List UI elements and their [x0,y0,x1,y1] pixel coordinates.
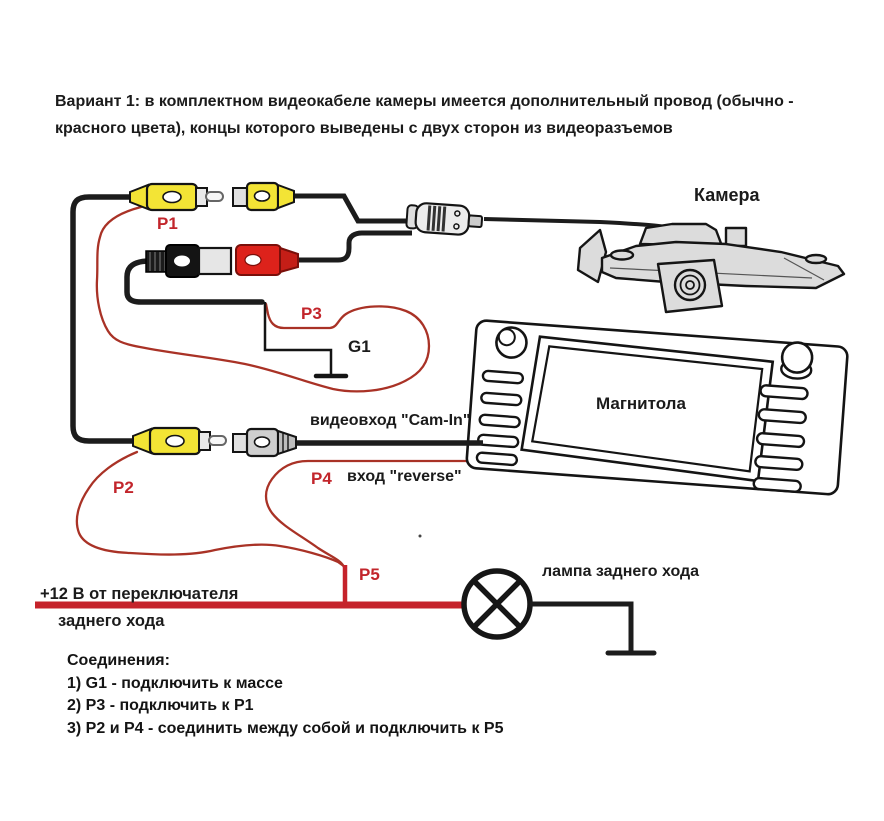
camera-illustration [578,224,844,312]
connection-item-2: 2) P3 - подключить к P1 [67,697,254,714]
label-p5: P5 [359,565,380,584]
connections-title: Соединения: [67,652,170,669]
lamp-ground-wire [530,604,631,651]
camera-hole-right [806,255,826,263]
label-p2: P2 [113,478,134,497]
head-unit-knob-right [781,341,814,379]
reverse-lamp-symbol [464,571,530,637]
connection-item-3: 3) P2 и P4 - соединить между собой и подключить к P5 [67,719,504,737]
rca-plug-yellow-male-bottom [133,428,226,454]
camera-power-lead [297,233,412,260]
label-reverse-lamp: лампа заднего хода [542,563,700,580]
label-head-unit: Магнитола [596,394,686,413]
rca-plug-yellow-male-top [130,184,223,210]
rca-jack-gray-female-cam-in [233,429,483,456]
head-unit-knob-left [495,327,527,359]
label-camera: Камера [694,185,760,205]
label-g1: G1 [348,337,371,356]
connections-list [67,650,503,740]
speck [419,535,422,538]
label-plus12v-line2: заднего хода [58,612,165,630]
aux-red-wire-p2 [77,452,345,567]
camera-main-body [602,242,844,288]
label-reverse-input: вход "reverse" [347,468,462,485]
connection-item-1: 1) G1 - подключить к массе [67,674,283,692]
camera-video-lead [293,196,412,221]
title-line-2: красного цвета), концы которого выведены с двух сторон из видеоразъемов [55,120,673,137]
label-p4: P4 [311,469,332,488]
title-line-1: Вариант 1: в комплектном видеокабеле камеры имеется дополнительный провод (обычно - [55,93,794,110]
inline-barrel-connector [406,202,483,236]
label-p1: P1 [157,214,178,233]
rca-jack-red-female [236,233,412,275]
camera-hole-left [611,251,633,260]
camera-left-fin [578,230,606,282]
label-p3: P3 [301,304,322,323]
label-cam-in-input: видеовход "Cam-In" [310,412,471,429]
camera-lens-housing [658,260,722,312]
video-cable-left-loop [73,197,142,441]
rca-jack-yellow-female-top [233,183,412,221]
label-plus12v-line1: +12 В от переключателя [40,585,239,603]
